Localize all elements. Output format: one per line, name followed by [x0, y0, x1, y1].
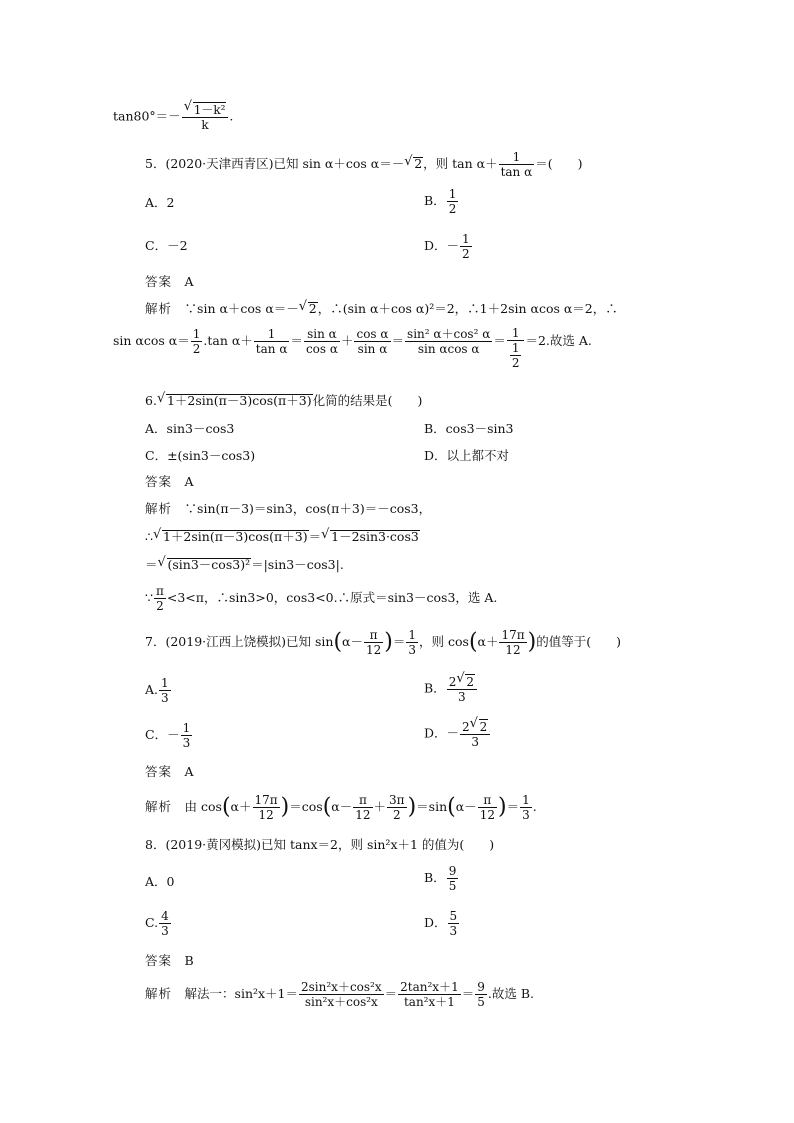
q5-option-a: A．2 — [145, 195, 175, 210]
question-8-stem: 8．(2019·黄冈模拟)已知 tanx＝2，则 sin²x＋1 的值为( ) — [145, 837, 495, 852]
q8-option-c: C. $\frac{4}{3}$ — [145, 909, 169, 938]
q5-option-b: B． $\frac{1}{2}$ — [424, 187, 457, 216]
question-6-stem: 6.√ 1＋2sin(π－3)cos(π＋3)化简的结果是( ) — [145, 394, 422, 408]
question-7-stem: 7．(2019·江西上饶模拟)已知 sin(α－ $\frac{\pi}{12}$ )＝ $\frac{1}{3}$ ，则 cos(α＋ $\frac{17\pi}{12}$ )的值等于( ) — [145, 628, 621, 657]
q6-option-b: B．cos3－sin3 — [424, 421, 514, 436]
q7-answer: 答案 A — [145, 764, 194, 779]
q8-option-b: B． $\frac{9}{5}$ — [424, 864, 457, 893]
q7-option-a: A. $\frac{1}{3}$ — [145, 676, 169, 705]
q6-analysis-line2: ∴√ 1＋2sin(π－3)cos(π＋3)＝√ 1－2sin3·cos3 — [145, 530, 420, 544]
q6-answer: 答案 A — [145, 474, 194, 489]
q6-option-d: D．以上都不对 — [424, 448, 510, 463]
q7-analysis: 解析 由 cos(α＋ $\frac{17\pi}{12}$ )＝cos(α－ $\frac{\pi}{12}$ ＋ $\frac{3\pi}{2}$ )＝sin(α－ $\frac{\pi}{12}$ )＝ $\frac{1}{3}$ . — [145, 793, 537, 822]
q7-option-b: B． $\frac{2√ 2}{3}$ — [424, 674, 478, 704]
tan80-expression: tan80°＝－ √ $\frac{\text{1－k²}}{k}$ . — [113, 102, 233, 132]
q5-analysis-line1: 解析 ∵sin α＋cos α＝－√ 2，∴(sin α＋cos α)²＝2，∴1＋2sin αcos α＝2，∴ — [145, 302, 618, 316]
q8-option-a: A．0 — [145, 874, 175, 889]
q8-option-d: D． $\frac{5}{3}$ — [424, 909, 458, 938]
q7-option-c: C．－ $\frac{1}{3}$ — [145, 721, 191, 750]
fraction: √ $\frac{\text{1－k²}}{k}$ — [182, 102, 229, 132]
q8-answer: 答案 B — [145, 953, 194, 968]
q7-option-d: D．－ $\frac{2√ 2}{3}$ — [424, 719, 491, 749]
q6-analysis-line3: ＝√ (sin3－cos3)²＝|sin3－cos3|. — [145, 558, 344, 572]
q6-analysis-line4: ∵ $\frac{\pi}{2}$ <3<π，∴sin3>0，cos3<0.∴原式＝sin3－cos3，选 A. — [145, 584, 498, 613]
q6-option-c: C．±(sin3－cos3) — [145, 448, 256, 463]
q5-analysis-line2: sin αcos α＝ $\frac{1}{2}$ .tan α＋ $\frac{1}{\text{tan α}}$ ＝ $\frac{\text{sin α}}{\text{cos α}}$ ＋ $\frac{\text{cos α}}{\text{sin α}}$ ＝ $\frac{\text{sin² α＋cos² α}}{\text{sin αcos α}}$ ＝ $\frac{1}{\frac{1}{2}}$ ＝2.故选 A. — [113, 326, 592, 370]
q6-analysis-line1: 解析 ∵sin(π－3)＝sin3，cos(π＋3)＝－cos3， — [145, 501, 432, 516]
q6-option-a: A．sin3－cos3 — [145, 421, 235, 436]
q5-option-c: C．－2 — [145, 238, 188, 253]
q5-answer: 答案 A — [145, 274, 194, 289]
question-5-stem: 5．(2020·天津西青区)已知 sin α＋cos α＝－√ 2，则 tan α＋ $\frac{1}{\text{tan α}}$ ＝( ) — [145, 150, 582, 179]
q5-option-d: D．－ $\frac{1}{2}$ — [424, 232, 470, 261]
q8-analysis: 解析 解法一：sin²x＋1＝ $\frac{\text{2sin²x＋cos²x}}{\text{sin²x＋cos²x}}$ ＝ $\frac{\text{2tan²x＋1}}{\text{tan²x＋1}}$ ＝ $\frac{9}{5}$ .故选 B. — [145, 980, 534, 1009]
